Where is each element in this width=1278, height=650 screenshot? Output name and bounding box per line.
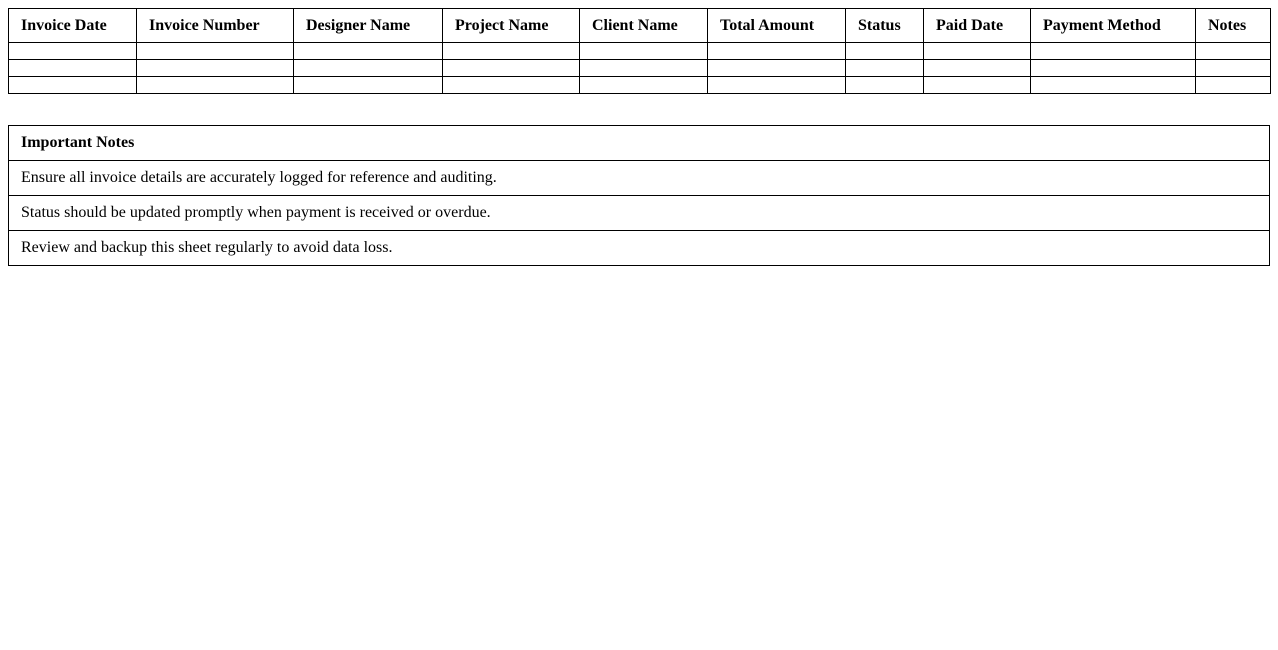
column-header-payment-method: Payment Method	[1031, 9, 1196, 43]
table-cell[interactable]	[1196, 43, 1271, 60]
table-cell[interactable]	[924, 43, 1031, 60]
notes-row	[9, 196, 1270, 231]
table-cell[interactable]	[443, 43, 580, 60]
column-header-designer-name: Designer Name	[294, 9, 443, 43]
notes-row	[9, 231, 1270, 266]
table-cell[interactable]	[846, 60, 924, 77]
table-cell[interactable]	[294, 43, 443, 60]
table-cell[interactable]	[1031, 77, 1196, 94]
table-cell[interactable]	[9, 60, 137, 77]
important-notes-table	[8, 125, 1270, 266]
table-cell[interactable]	[846, 77, 924, 94]
table-cell[interactable]	[137, 43, 294, 60]
table-row	[9, 60, 1271, 77]
table-cell[interactable]	[580, 60, 708, 77]
table-row	[9, 77, 1271, 94]
table-cell[interactable]	[924, 60, 1031, 77]
column-header-status: Status	[846, 9, 924, 43]
column-header-total-amount: Total Amount	[708, 9, 846, 43]
table-cell[interactable]	[1031, 60, 1196, 77]
note-text: Review and backup this sheet regularly to avoid data loss.	[9, 231, 1270, 266]
table-cell[interactable]	[294, 60, 443, 77]
note-text: Status should be updated promptly when payment is received or overdue.	[9, 196, 1270, 231]
table-header-row	[9, 9, 1271, 43]
note-text: Ensure all invoice details are accurately logged for reference and auditing.	[9, 161, 1270, 196]
notes-row	[9, 161, 1270, 196]
table-cell[interactable]	[137, 60, 294, 77]
table-row	[9, 43, 1271, 60]
table-cell[interactable]	[1031, 43, 1196, 60]
table-cell[interactable]	[9, 43, 137, 60]
table-cell[interactable]	[924, 77, 1031, 94]
table-cell[interactable]	[294, 77, 443, 94]
table-cell[interactable]	[708, 60, 846, 77]
column-header-project-name: Project Name	[443, 9, 580, 43]
table-cell[interactable]	[708, 43, 846, 60]
invoice-log-table	[8, 8, 1271, 94]
table-cell[interactable]	[846, 43, 924, 60]
table-cell[interactable]	[708, 77, 846, 94]
column-header-client-name: Client Name	[580, 9, 708, 43]
table-cell[interactable]	[580, 77, 708, 94]
table-cell[interactable]	[443, 77, 580, 94]
table-cell[interactable]	[137, 77, 294, 94]
notes-title: Important Notes	[9, 126, 1270, 161]
table-cell[interactable]	[1196, 60, 1271, 77]
table-cell[interactable]	[580, 43, 708, 60]
table-cell[interactable]	[9, 77, 137, 94]
column-header-paid-date: Paid Date	[924, 9, 1031, 43]
column-header-invoice-number: Invoice Number	[137, 9, 294, 43]
table-cell[interactable]	[443, 60, 580, 77]
notes-header-row	[9, 126, 1270, 161]
table-cell[interactable]	[1196, 77, 1271, 94]
column-header-invoice-date: Invoice Date	[9, 9, 137, 43]
column-header-notes: Notes	[1196, 9, 1271, 43]
